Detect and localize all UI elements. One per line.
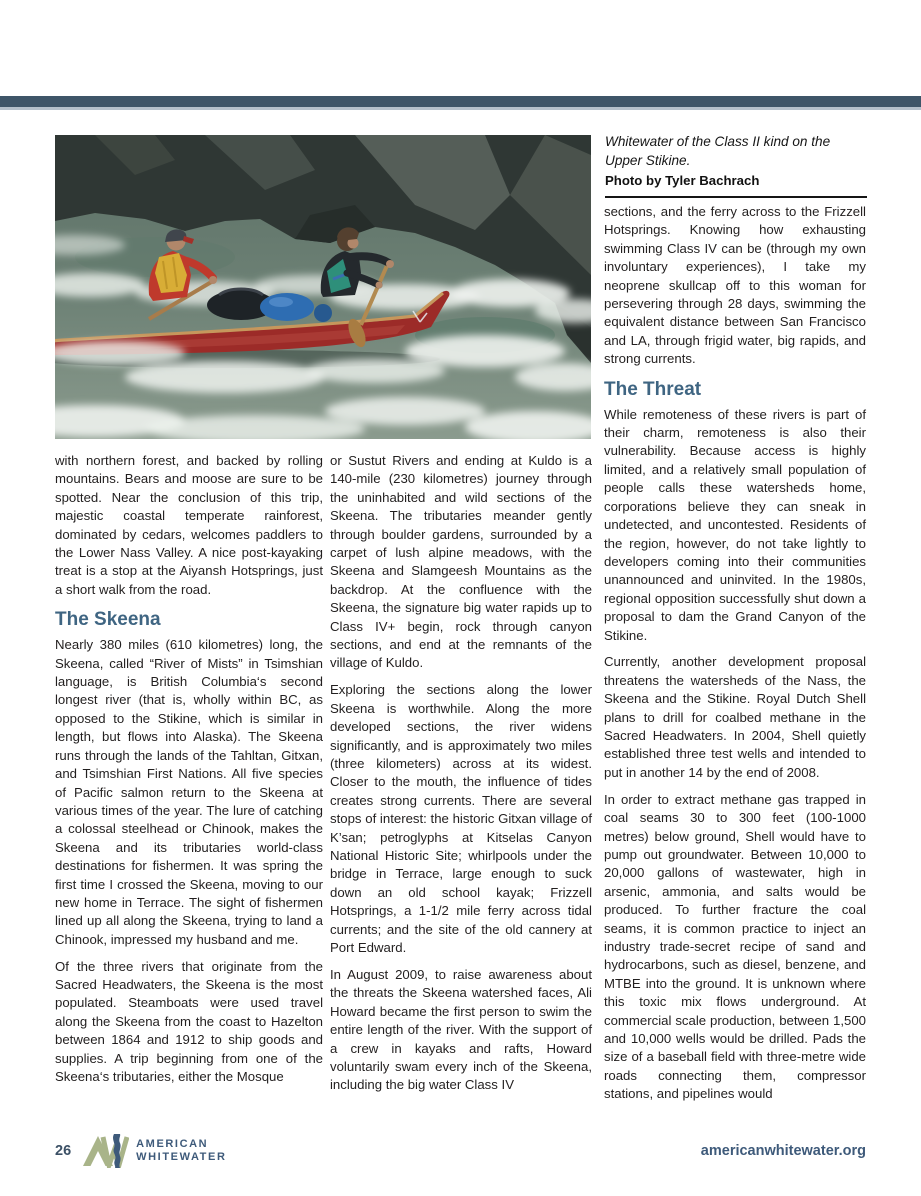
body-paragraph: Exploring the sections along the lower Skeena is worthwhile. Along the more developed sections, the river widens significantly, and is approximately two miles (three kilometers) across at its widest. Closer to the mouth, the influence of tides creates strong currents. There are several stops of interest: the historic Gitxan village of K’san; petroglyphs at Kitselas Canyon National Historic Site; whirlpools under the bridge in Terrace, large enough to suck down an old school kayak; Frizzell Hotsprings, a 1-1/2 mile ferry across tidal currents; and the site of the old cannery at Port Edward. bbox=[330, 682, 592, 956]
right-column bbox=[604, 203, 866, 1104]
american-whitewater-logo bbox=[83, 1134, 226, 1168]
body-paragraph: In order to extract methane gas trapped in coal seams 30 to 300 feet (100-1000 metres) below ground, Shell would have to pump out groundwater. Between 10,000 to 20,000 gallons of wastewater, high in arsenic, ammonia, and salts would be produced. To further fracture the coal seams, it is common practice to inject an industry trade-secret recipe of sand and hydrocarbons, such as diesel, benzene, and MTBE into the ground. It is unknown where this toxic mix flows underground. At commercial scale production, between 1,500 and 10,000 wells would be drilled. Pads the size of a baseball field with three-metre wide roads connecting them, compressor stations, and pipelines would bbox=[604, 791, 866, 1102]
body-paragraph: While remoteness of these rivers is part of their charm, remoteness is also their vulnerability. Because access is highly limited, and a relatively small population of people calls these watersheds home, corporations believe they can sneak in undetected, and uncontested. Residents of the region, however, do not take lightly to developers coming into their communities unannounced and uninvited. In the 1980s, regional opposition successfully shut down a proposal to dam the Grand Canyon of the Stikine. bbox=[604, 406, 866, 643]
body-paragraph: Nearly 380 miles (610 kilometres) long, the Skeena, called “River of Mists” in Tsimshian language, is British Columbia‘s second longest river (that is, wholly within BC, as opposed to the Stikine, which is similar in length, but flows into Alaska). The Skeena runs through the lands of the Tahltan, Gitxan, and Tsimshian First Nations. All five species of Pacific salmon return to the Skeena at various times of the year. The lure of catching a colossal steelhead or Chinook, makes the Skeena and its tributaries world-class destinations for fishermen. It was spring the first time I crossed the Skeena, moving to our new home in Terrace. The sight of fishermen lined up all along the Skeena, trying to land a Chinook, impressed my husband and me. bbox=[55, 637, 323, 947]
section-heading-the-skeena: The Skeena bbox=[55, 609, 161, 631]
aw-logo-icon bbox=[83, 1134, 129, 1168]
left-column bbox=[55, 452, 323, 1087]
canoe-photo-illustration bbox=[55, 135, 591, 439]
logo-wordmark bbox=[136, 1138, 226, 1164]
caption-credit: Photo by Tyler Bachrach bbox=[605, 173, 760, 188]
photo-caption bbox=[605, 133, 867, 198]
logo-line-american: AMERICAN bbox=[136, 1138, 209, 1150]
logo-line-whitewater: WHITEWATER bbox=[136, 1151, 227, 1163]
caption-title: Whitewater of the Class II kind on the Upper Stikine. bbox=[605, 134, 831, 168]
body-paragraph: In August 2009, to raise awareness about the threats the Skeena watershed faces, Ali Howard became the first person to swim the entire length of the river. With the support of a crew in kayaks and rafts, Howard voluntarily swam every inch of the Skeena, including the big water Class IV bbox=[330, 966, 592, 1093]
header-rule-underline bbox=[0, 107, 921, 110]
page-footer bbox=[55, 1130, 866, 1172]
body-paragraph: with northern forest, and backed by rolling mountains. Bears and moose are sure to be spotted. Near the conclusion of this trip, majestic coastal temperate rainforest, dominated by cedars, welcomes paddlers to the Lower Nass Valley. A nice post-kayaking treat is a stop at the Aiyansh Hotsprings, just a short walk from the road. bbox=[55, 453, 323, 597]
middle-column bbox=[330, 452, 592, 1095]
caption-divider bbox=[605, 196, 867, 198]
body-paragraph: Currently, another development proposal threatens the watersheds of the Nass, the Skeena and the Stikine. Royal Dutch Shell plans to drill for coalbed methane in the Sacred Headwaters. In 2004, Shell quietly established three test wells and intended to put in another 14 by the end of 2008. bbox=[604, 654, 866, 780]
page-number: 26 bbox=[55, 1143, 72, 1159]
header-rule-bar bbox=[0, 96, 921, 107]
canoe-photo bbox=[55, 135, 591, 439]
body-paragraph: or Sustut Rivers and ending at Kuldo is a 140-mile (230 kilometres) journey through the uninhabited and wild sections of the Skeena. The tributaries meander gently through boulder gardens, surrounded by a carpet of lush alpine meadows, with the Skeena and Slamgeesh Mountains as the backdrop. At the confluence with the Skeena, the signature big water rapids up to Class IV+ begin, rock through canyon sections, and end at the remnants of the village of Kuldo. bbox=[330, 453, 592, 671]
section-heading-the-threat: The Threat bbox=[604, 378, 702, 400]
body-paragraph: Of the three rivers that originate from the Sacred Headwaters, the Skeena is the most populated. Steamboats were used travel along the Skeena from the coast to Hazelton between 1864 and 1912 to ship goods and supplies. A trip beginning from one of the Skeena‘s tributaries, either the Mosque bbox=[55, 958, 323, 1085]
website-url: americanwhitewater.org bbox=[700, 1143, 866, 1159]
body-paragraph: sections, and the ferry across to the Frizzell Hotsprings. Knowing how exhausting swimming Class IV can be (through my own involuntary experiences), I take my neoprene skullcap off to this woman for persevering through 28 days, swimming the equivalent distance between San Francisco and LA, through frigid water, big rapids, and strong currents. bbox=[604, 204, 866, 367]
